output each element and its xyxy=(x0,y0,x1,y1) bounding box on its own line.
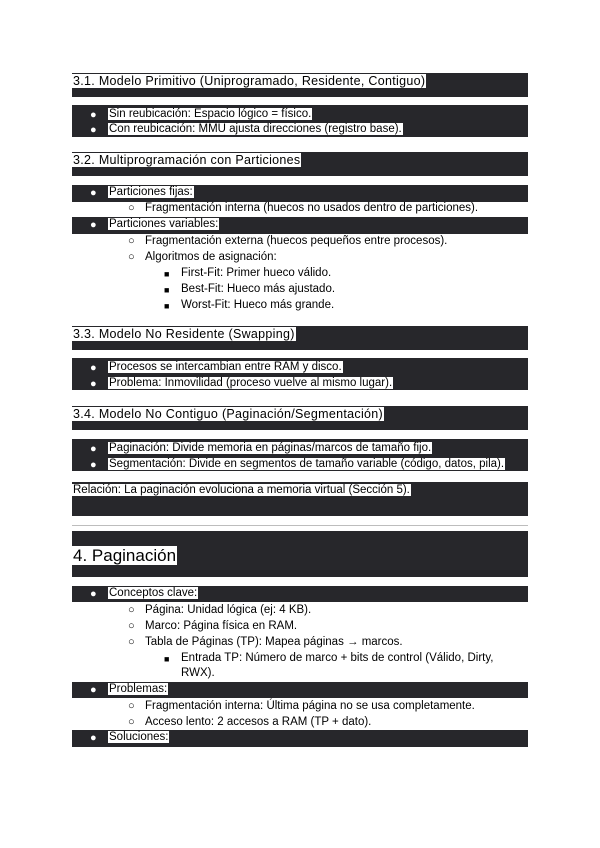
section-heading-3-4: 3.4. Modelo No Contiguo (Paginación/Segmentación) xyxy=(73,407,384,421)
list-item: Segmentación: Divide en segmentos de tamaño variable (código, datos, pila). xyxy=(109,458,505,470)
sub-bullet-icon: ○ xyxy=(128,251,135,263)
bullet-icon: ● xyxy=(90,732,97,744)
sub-list-item: Fragmentación interna (huecos no usados dentro de particiones). xyxy=(145,202,479,214)
bullet-icon: ● xyxy=(90,459,97,471)
sub-bullet-icon: ○ xyxy=(128,202,135,214)
square-bullet-icon: ■ xyxy=(164,654,170,664)
list-item: Sin reubicación: Espacio lógico = físico. xyxy=(109,108,312,120)
sub-sub-list-item: Entrada TP: Número de marco + bits de control (Válido, Dirty, xyxy=(181,652,494,664)
sub-list-item: Página: Unidad lógica (ej: 4 KB). xyxy=(145,604,312,616)
section-heading-4: 4. Paginación xyxy=(73,546,177,565)
square-bullet-icon: ■ xyxy=(164,285,170,295)
sub-list-item: Fragmentación interna: Última página no se usa completamente. xyxy=(145,700,475,712)
sub-bullet-icon: ○ xyxy=(128,716,135,728)
section-heading-3-1: 3.1. Modelo Primitivo (Uniprogramado, Residente, Contiguo) xyxy=(73,74,426,88)
list-item: Particiones fijas: xyxy=(109,186,193,198)
sub-bullet-icon: ○ xyxy=(128,700,135,712)
relation-paragraph: Relación: La paginación evoluciona a memoria virtual (Sección 5). xyxy=(73,484,410,496)
bullet-icon: ● xyxy=(90,378,97,390)
bullet-icon: ● xyxy=(90,684,97,696)
bullet-icon: ● xyxy=(90,362,97,374)
horizontal-rule xyxy=(72,525,528,526)
section-heading-3-2: 3.2. Multiprogramación con Particiones xyxy=(73,153,301,167)
bullet-icon: ● xyxy=(90,588,97,600)
square-bullet-icon: ■ xyxy=(164,301,170,311)
sub-list-item: Marco: Página física en RAM. xyxy=(145,620,298,632)
sub-sub-list-item: Best-Fit: Hueco más ajustado. xyxy=(181,283,336,295)
section-heading-3-3: 3.3. Modelo No Residente (Swapping) xyxy=(73,327,295,341)
bullet-icon: ● xyxy=(90,443,97,455)
sub-sub-list-item: Worst-Fit: Hueco más grande. xyxy=(181,299,335,311)
list-item: Conceptos clave: xyxy=(109,587,198,599)
list-item: Particiones variables: xyxy=(109,218,219,230)
bullet-icon: ● xyxy=(90,187,97,199)
bullet-icon: ● xyxy=(90,124,97,136)
sub-bullet-icon: ○ xyxy=(128,636,135,648)
sub-list-item: Algoritmos de asignación: xyxy=(145,251,277,263)
sub-list-item: Acceso lento: 2 accesos a RAM (TP + dato). xyxy=(145,716,372,728)
sub-list-item: Tabla de Páginas (TP): Mapea páginas → marcos. xyxy=(145,636,403,648)
list-item: Problema: Inmovilidad (proceso vuelve al mismo lugar). xyxy=(109,377,393,389)
sub-bullet-icon: ○ xyxy=(128,604,135,616)
list-item: Con reubicación: MMU ajusta direcciones (registro base). xyxy=(109,123,402,135)
list-item: Procesos se intercambian entre RAM y disco. xyxy=(109,361,342,373)
underline xyxy=(90,712,492,714)
sub-sub-list-item-continued: RWX). xyxy=(181,667,215,679)
bullet-icon: ● xyxy=(90,109,97,121)
bullet-icon: ● xyxy=(90,219,97,231)
sub-bullet-icon: ○ xyxy=(128,235,135,247)
sub-sub-list-item: First-Fit: Primer hueco válido. xyxy=(181,267,332,279)
sub-list-item: Fragmentación externa (huecos pequeños entre procesos). xyxy=(145,235,448,247)
sub-bullet-icon: ○ xyxy=(128,620,135,632)
list-item: Soluciones: xyxy=(109,731,169,743)
list-item: Paginación: Divide memoria en páginas/marcos de tamaño fijo. xyxy=(109,442,432,454)
underline xyxy=(90,214,494,216)
square-bullet-icon: ■ xyxy=(164,269,170,279)
list-item: Problemas: xyxy=(109,683,168,695)
